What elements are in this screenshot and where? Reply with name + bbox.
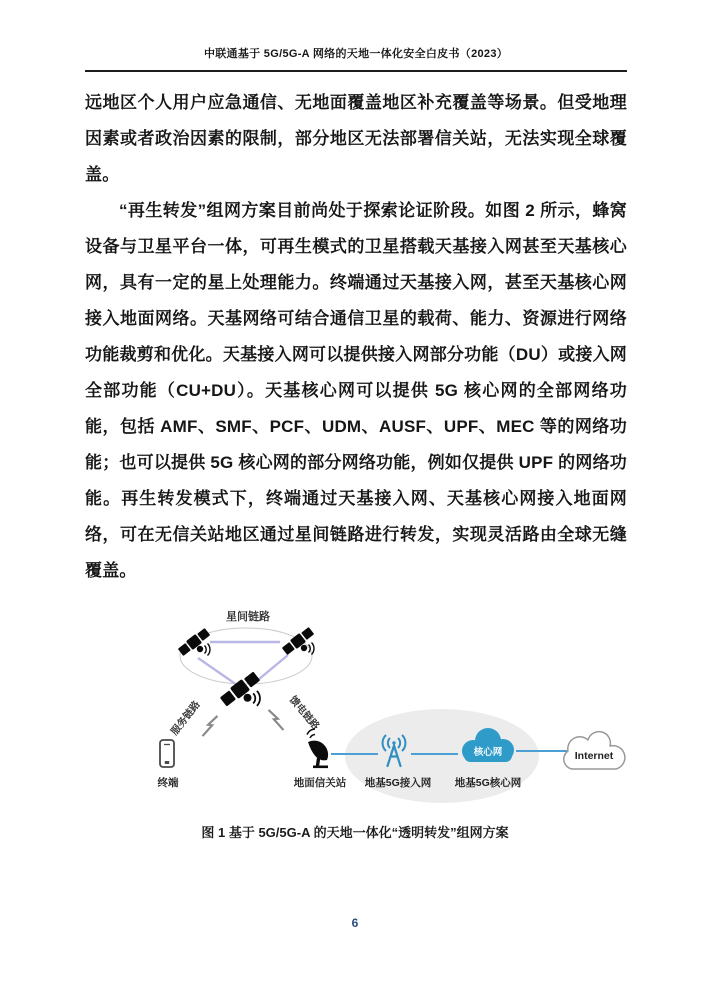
core-cloud-label: 核心网 [473,747,503,758]
core-network-label: 地基5G核心网 [454,777,522,789]
page-header [85,0,627,72]
paragraph: 远地区个人用户应急通信、无地面覆盖地区补充覆盖等场景。但受地理因素或者政治因素的限制，部分地区无法部署信关站，无法实现全球覆盖。 [85,93,627,184]
internet-label: Internet [574,750,614,762]
service-link-label: 服务链路 [169,699,203,738]
figure-diagram [130,598,650,813]
phone-icon [160,740,174,767]
document-title: 中联通基于 5G/5G-A 网络的天地一体化安全白皮书（2023） [203,48,509,60]
internet-cloud-icon [564,732,625,769]
figure-caption: 图 1 基于 5G/5G-A 的天地一体化“透明转发”组网方案 [201,825,509,840]
satellite-icon [177,627,211,657]
feeder-link-label: 馈电链路 [286,694,321,733]
paragraph: “再生转发”组网方案目前尚处于探索论证阶段。如图 2 所示，蜂窝设备与卫星平台一体，可再生模式的卫星搭载天基接入网甚至天基核心网，具有一定的星上处理能力。终端通过天基接入网，甚至天基核心网接入地面网络。天基网络可结合通信卫星的载荷、能力、资源进行网络功能裁剪和优化。天基接入网可以提供接入网部分功能（DU）或接入网全部功能（CU+DU）。天基核心网可以提供 5G 核心网的全部网络功能，包括 AMF、SMF、PCF、UDM、AUSF、UPF、MEC 等的网络功能；也可以提供 5G 核心网的部分网络功能，例如仅提供 UPF 的网络功能。再生转发模式下，终端通过天基接入网、天基核心网接入地面网络，可在无信关站地区通过星间链路进行转发，实现灵活路由全球无缝覆盖。 [85,201,627,580]
page-number: 6 [351,916,359,930]
ground-gateway-label: 地面信关站 [293,777,347,789]
inter-satellite-links [198,642,288,685]
terminal-label: 终端 [157,777,179,789]
access-network-label: 地基5G接入网 [364,777,432,789]
lightning-icon [203,714,218,737]
inter-satellite-link-label: 星间链路 [226,611,270,623]
satellite-icon [281,626,315,656]
network-diagram-svg [130,598,650,813]
satellite-dish-icon [307,729,328,768]
body-text [85,85,627,589]
lightning-icon [269,708,284,731]
